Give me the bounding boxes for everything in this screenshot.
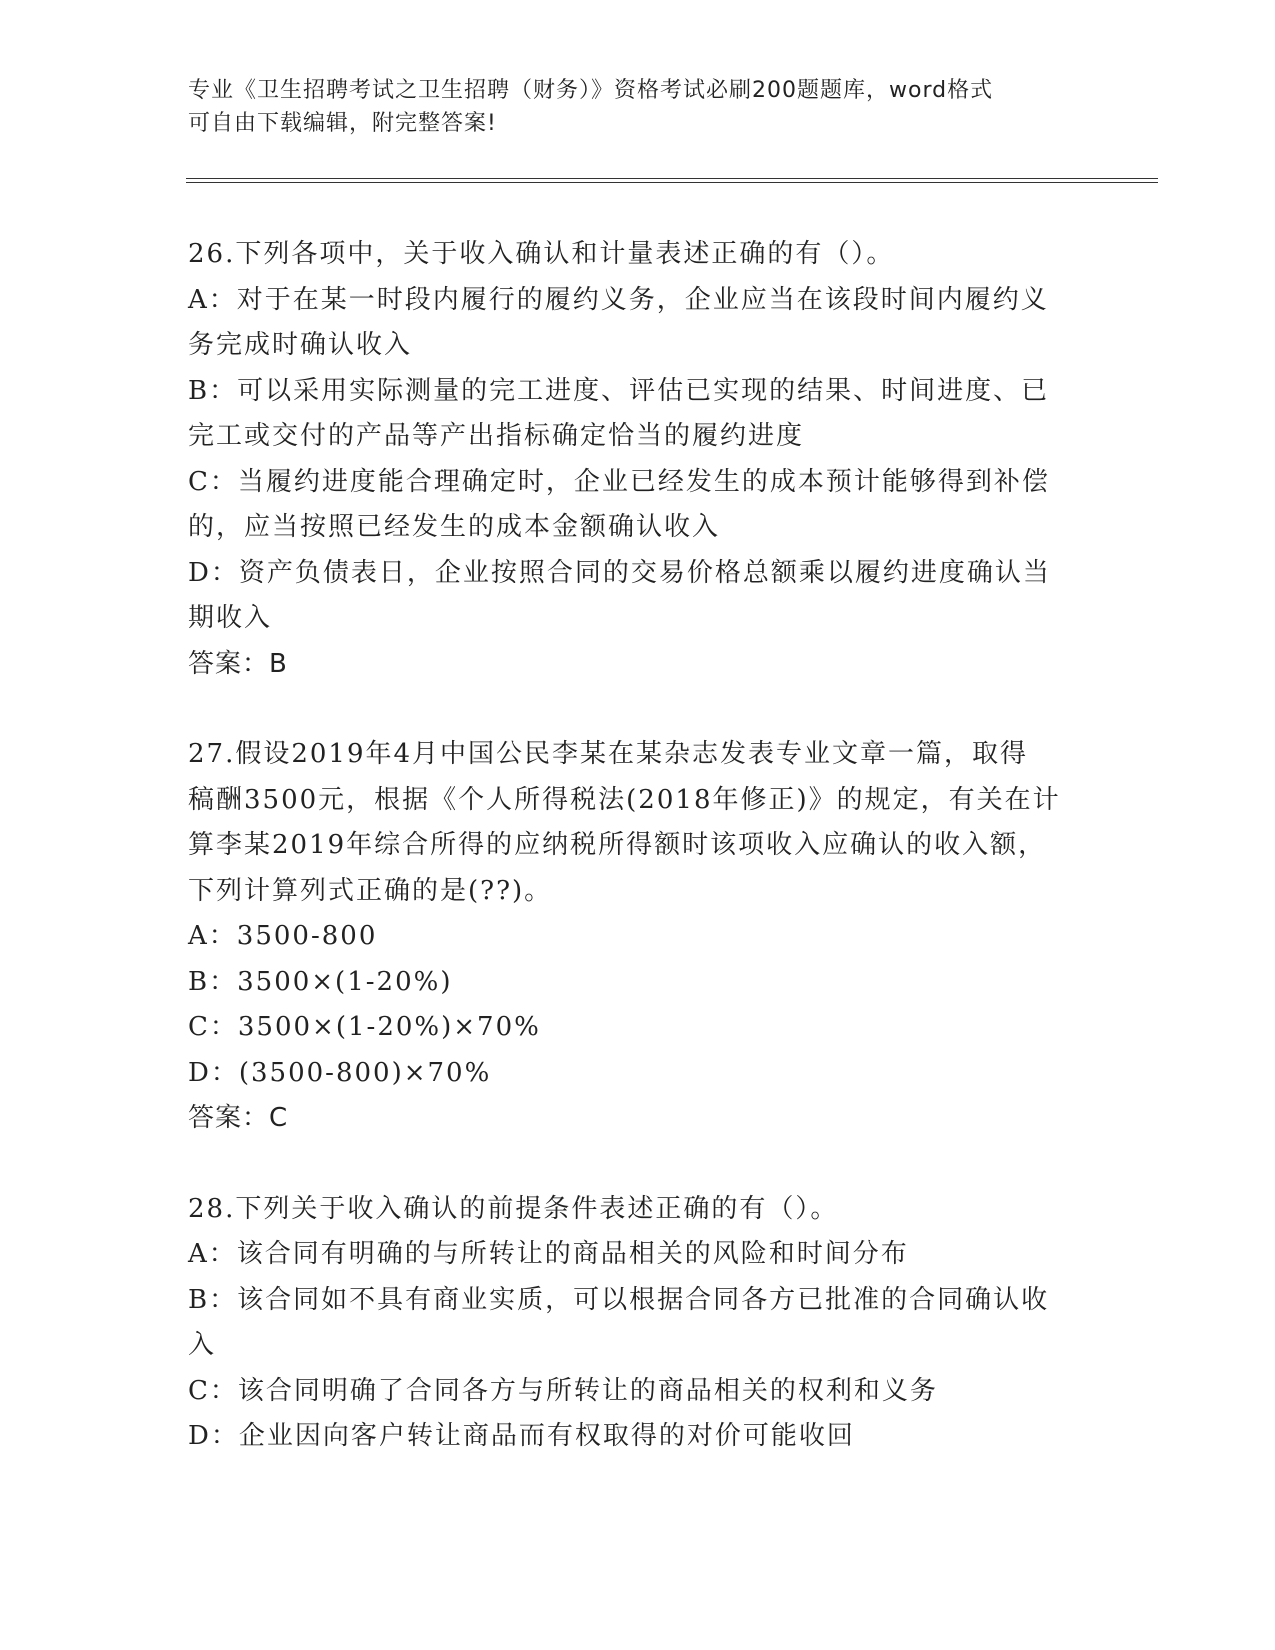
question-27 [188, 732, 1088, 1142]
option-b: B：3500×(1-20%) [188, 966, 453, 997]
question-stem-cont: 稿酬3500元，根据《个人所得税法(2018年修正)》的规定，有关在计 [188, 784, 1061, 815]
answer: 答案：B [188, 648, 288, 679]
document-header [188, 74, 1088, 140]
question-list [188, 232, 1088, 1505]
option-b-cont: 入 [188, 1330, 217, 1360]
option-d: D：(3500-800)×70% [188, 1057, 492, 1088]
option-a-cont: 务完成时确认收入 [188, 330, 413, 360]
option-c: C：该合同明确了合同各方与所转让的商品相关的权利和义务 [188, 1375, 938, 1406]
option-c-cont: 的，应当按照已经发生的成本金额确认收入 [188, 512, 721, 542]
question-stem-cont: 算李某2019年综合所得的应纳税所得额时该项收入应确认的收入额， [188, 830, 1047, 860]
question-26 [188, 232, 1088, 687]
question-stem: 27.假设2019年4月中国公民李某在某杂志发表专业文章一篇，取得 [188, 739, 1029, 769]
option-d: D：资产负债表日，企业按照合同的交易价格总额乘以履约进度确认当 [188, 557, 1051, 588]
header-line: 专业《卫生招聘考试之卫生招聘（财务）》资格考试必刷200题题库，word格式 [188, 78, 994, 103]
question-stem-cont: 下列计算列式正确的是(??)。 [188, 875, 553, 906]
question-stem: 26.下列各项中，关于收入确认和计量表述正确的有（）。 [188, 239, 895, 269]
option-b: B：可以采用实际测量的完工进度、评估已实现的结果、时间进度、已 [188, 375, 1050, 406]
option-d: D：企业因向客户转让商品而有权取得的对价可能收回 [188, 1421, 855, 1451]
option-a: A：3500-800 [188, 921, 378, 951]
option-a: A：对于在某一时段内履行的履约义务，企业应当在该段时间内履约义 [188, 284, 1049, 315]
option-c: C：当履约进度能合理确定时，企业已经发生的成本预计能够得到补偿 [188, 466, 1050, 497]
header-rule-top [186, 178, 1158, 179]
option-c: C：3500×(1-20%)×70% [188, 1012, 541, 1042]
header-line: 可自由下载编辑，附完整答案! [188, 111, 497, 136]
option-b: B：该合同如不具有商业实质，可以根据合同各方已批准的合同确认收 [188, 1284, 1050, 1315]
question-28 [188, 1187, 1088, 1460]
answer: 答案：C [188, 1103, 289, 1133]
option-b-cont: 完工或交付的产品等产出指标确定恰当的履约进度 [188, 421, 805, 451]
question-stem: 28.下列关于收入确认的前提条件表述正确的有（）。 [188, 1193, 839, 1224]
header-rule-bottom [186, 182, 1158, 183]
option-d-cont: 期收入 [188, 603, 273, 633]
option-a: A：该合同有明确的与所转让的商品相关的风险和时间分布 [188, 1239, 909, 1269]
